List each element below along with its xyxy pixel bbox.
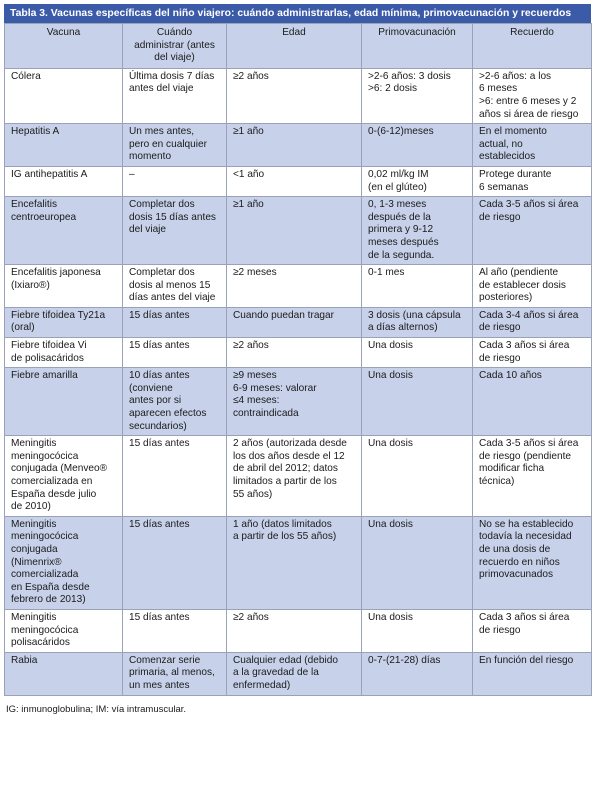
- cell-edad: ≥9 meses 6-9 meses: valorar ≤4 meses: contraindicada: [227, 368, 362, 436]
- cell-edad: ≥2 años: [227, 609, 362, 652]
- cell-cuando: Completar dos dosis 15 días antes del viaje: [123, 197, 227, 265]
- vaccine-table: [4, 23, 592, 696]
- cell-edad: ≥1 año: [227, 197, 362, 265]
- vaccine-table-figure: [4, 4, 591, 715]
- cell-vacuna: Fiebre tifoidea Ty21a (oral): [5, 307, 123, 337]
- table-row: [5, 166, 592, 196]
- cell-cuando: Comenzar serie primaria, al menos, un mes antes: [123, 652, 227, 695]
- cell-vacuna: Cólera: [5, 68, 123, 123]
- cell-vacuna: Rabia: [5, 652, 123, 695]
- cell-edad: <1 año: [227, 166, 362, 196]
- header-edad: Edad: [227, 24, 362, 69]
- cell-primovacunacion: >2-6 años: 3 dosis >6: 2 dosis: [362, 68, 473, 123]
- cell-primovacunacion: Una dosis: [362, 338, 473, 368]
- table-row: [5, 307, 592, 337]
- table-row: [5, 436, 592, 517]
- header-recuerdo: Recuerdo: [473, 24, 592, 69]
- cell-recuerdo: No se ha establecido todavía la necesidad de una dosis de recuerdo en niños primovacunados: [473, 516, 592, 609]
- cell-cuando: 15 días antes: [123, 609, 227, 652]
- cell-recuerdo: Cada 3 años si área de riesgo: [473, 609, 592, 652]
- cell-edad: ≥2 meses: [227, 265, 362, 308]
- cell-primovacunacion: 0-7-(21-28) días: [362, 652, 473, 695]
- table-row: [5, 197, 592, 265]
- cell-recuerdo: Cada 3-4 años si área de riesgo: [473, 307, 592, 337]
- cell-vacuna: Fiebre tifoidea Vi de polisacáridos: [5, 338, 123, 368]
- cell-vacuna: Hepatitis A: [5, 124, 123, 167]
- cell-edad: 2 años (autorizada desde los dos años desde el 12 de abril del 2012; datos limitados a partir de los 55 años): [227, 436, 362, 517]
- cell-cuando: Un mes antes, pero en cualquier momento: [123, 124, 227, 167]
- table-body: [5, 68, 592, 695]
- cell-edad: Cualquier edad (debido a la gravedad de la enfermedad): [227, 652, 362, 695]
- cell-primovacunacion: Una dosis: [362, 436, 473, 517]
- cell-vacuna: Fiebre amarilla: [5, 368, 123, 436]
- cell-recuerdo: Cada 3-5 años si área de riesgo: [473, 197, 592, 265]
- table-row: [5, 68, 592, 123]
- cell-vacuna: Meningitis meningocócica conjugada (Menveo® comercializada en España desde julio de 2010): [5, 436, 123, 517]
- cell-edad: 1 año (datos limitados a partir de los 55 años): [227, 516, 362, 609]
- cell-vacuna: Meningitis meningocócica polisacáridos: [5, 609, 123, 652]
- cell-vacuna: Encefalitis centroeuropea: [5, 197, 123, 265]
- table-row: [5, 652, 592, 695]
- cell-recuerdo: >2-6 años: a los 6 meses >6: entre 6 meses y 2 años si área de riesgo: [473, 68, 592, 123]
- cell-vacuna: IG antihepatitis A: [5, 166, 123, 196]
- table-row: [5, 516, 592, 609]
- header-cuando: Cuándo administrar (antes del viaje): [123, 24, 227, 69]
- cell-edad: Cuando puedan tragar: [227, 307, 362, 337]
- cell-primovacunacion: 3 dosis (una cápsula a días alternos): [362, 307, 473, 337]
- cell-cuando: –: [123, 166, 227, 196]
- header-vacuna: Vacuna: [5, 24, 123, 69]
- cell-recuerdo: En función del riesgo: [473, 652, 592, 695]
- cell-cuando: 15 días antes: [123, 516, 227, 609]
- cell-primovacunacion: 0, 1-3 meses después de la primera y 9-12 meses después de la segunda.: [362, 197, 473, 265]
- cell-primovacunacion: Una dosis: [362, 516, 473, 609]
- cell-primovacunacion: Una dosis: [362, 609, 473, 652]
- cell-vacuna: Encefalitis japonesa (Ixiaro®): [5, 265, 123, 308]
- table-row: [5, 338, 592, 368]
- cell-cuando: 15 días antes: [123, 436, 227, 517]
- cell-cuando: 10 días antes (conviene antes por si aparecen efectos secundarios): [123, 368, 227, 436]
- cell-cuando: Última dosis 7 días antes del viaje: [123, 68, 227, 123]
- cell-recuerdo: Protege durante 6 semanas: [473, 166, 592, 196]
- header-primovacunacion: Primovacunación: [362, 24, 473, 69]
- cell-primovacunacion: 0-(6-12)meses: [362, 124, 473, 167]
- cell-primovacunacion: Una dosis: [362, 368, 473, 436]
- cell-vacuna: Meningitis meningocócica conjugada (Nimenrix® comercializada en España desde febrero de 2013): [5, 516, 123, 609]
- table-row: [5, 124, 592, 167]
- table-title: Tabla 3. Vacunas específicas del niño viajero: cuándo administrarlas, edad mínima, primovacunación y recuerdos: [4, 4, 591, 23]
- cell-edad: ≥2 años: [227, 338, 362, 368]
- cell-recuerdo: En el momento actual, no establecidos: [473, 124, 592, 167]
- cell-recuerdo: Cada 3 años si área de riesgo: [473, 338, 592, 368]
- cell-cuando: 15 días antes: [123, 338, 227, 368]
- cell-primovacunacion: 0,02 ml/kg IM (en el glúteo): [362, 166, 473, 196]
- cell-cuando: 15 días antes: [123, 307, 227, 337]
- table-row: [5, 265, 592, 308]
- cell-edad: ≥2 años: [227, 68, 362, 123]
- cell-recuerdo: Cada 3-5 años si área de riesgo (pendiente modificar ficha técnica): [473, 436, 592, 517]
- cell-recuerdo: Cada 10 años: [473, 368, 592, 436]
- table-row: [5, 609, 592, 652]
- cell-primovacunacion: 0-1 mes: [362, 265, 473, 308]
- cell-cuando: Completar dos dosis al menos 15 días antes del viaje: [123, 265, 227, 308]
- header-row: [5, 24, 592, 69]
- table-row: [5, 368, 592, 436]
- cell-edad: ≥1 año: [227, 124, 362, 167]
- table-footnote: IG: inmunoglobulina; IM: vía intramuscular.: [6, 703, 187, 715]
- cell-recuerdo: Al año (pendiente de establecer dosis posteriores): [473, 265, 592, 308]
